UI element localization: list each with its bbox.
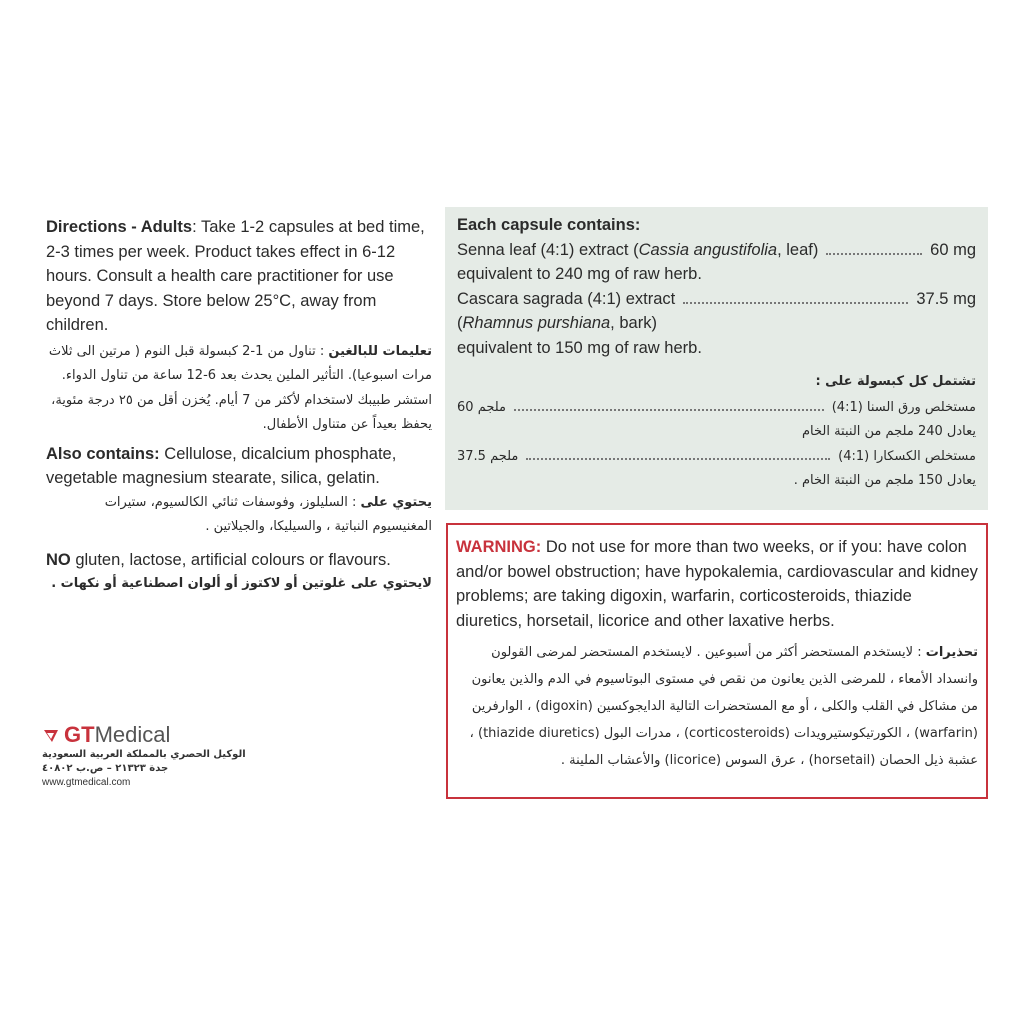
ar-ingredients-title: تشتمل كل كبسولة على : <box>815 374 976 389</box>
logo-address-ar: جدة ٢١٣٢٣ – ص.ب ٤٠٨٠٢ <box>42 763 169 774</box>
senna-row <box>457 238 976 263</box>
warning-ar <box>456 639 978 774</box>
gt-medical-logo <box>42 722 302 790</box>
ar-cascara-equivalent: يعادل 150 ملجم من النبتة الخام . <box>793 473 976 488</box>
warning-text: Do not use for more than two weeks, or if you: have colon and/or bowel obstruction; have hypokalemia, cardiovascular and kidney problems; are taking digoxin, warfarin, corticosteroids, thiazide diuretics, horsetail, licorice and other laxative herbs. <box>456 538 978 630</box>
ar-also-label: يحتوي على <box>360 494 432 510</box>
ar-warning-text: : لايستخدم المستحضر أكثر من أسبوعين . لايستخدم المستحضر لمرضى القولون وانسداد الأمعاء ، للمرضى الذين يعانون من نقص في مستوى البوتاسيوم في الدم والذين يعانون من مشاكل في القلب والكلى ، أو مع المستحضرات التالية الدايجوكسين (digoxin) ، الوارفرين (warfarin) ، الكورتيكوستيرويدات (corticosteroids) ، مدرات البول (thiazide diuretics) ، عشبة ذيل الحصان (horsetail) ، عرق السوس (licorice) والأعشاب الملينة . <box>469 645 978 768</box>
warning-en <box>456 535 978 633</box>
ar-cascara-row <box>457 444 976 469</box>
leader-dots <box>826 253 922 255</box>
directions-ar <box>46 340 432 438</box>
ar-warning-label: تحذيرات <box>925 645 978 660</box>
no-allergens-en <box>46 548 432 573</box>
directions-en <box>46 215 432 338</box>
ar-senna-name: مستخلص ورق السنا (4:1) <box>831 399 976 415</box>
gt-logo-icon <box>42 726 60 744</box>
no-label: NO <box>46 550 71 569</box>
cascara-name: Cascara sagrada (4:1) extract <box>457 289 676 308</box>
ar-directions-label: تعليمات للبالغين <box>328 343 432 359</box>
also-text: Cellulose, dicalcium phosphate, vegetable magnesium stearate, silica, gelatin. <box>46 444 397 487</box>
warning-box <box>446 523 988 799</box>
ar-cascara-name: مستخلص الكسكارا (4:1) <box>838 449 976 464</box>
ar-senna-equivalent: يعادل 240 ملجم من النبتة الخام <box>801 423 976 439</box>
logo-medical: Medical <box>94 722 171 747</box>
leader-dots <box>526 458 830 460</box>
leader-dots <box>514 409 824 411</box>
no-allergens-ar: لايحتوي على غلوتين أو لاكتوز أو ألوان اصطناعية أو نكهات . <box>51 576 432 591</box>
no-text: gluten, lactose, artificial colours or flavours. <box>70 550 391 569</box>
cascara-source: (Rhamnus purshiana, bark) <box>457 314 657 332</box>
warning-label: WARNING: <box>456 538 542 556</box>
cascara-amount: 37.5 mg <box>916 289 976 308</box>
leader-dots <box>683 302 908 304</box>
senna-equivalent: equivalent to 240 mg of raw herb. <box>457 265 702 283</box>
ar-directions-text: : تناول من 1-2 كبسولة قبل النوم ( مرتين الى ثلاث مرات اسبوعيا). التأثير الملين يحدث بعد 6-12 ساعة من تناول الدواء. استشر طبيبك لاستخدام لأكثر من 7 أيام. يُخزن أقل من ٢٥ درجة مئوية، يحفظ بعيداً عن متناول الأطفال. <box>48 343 432 432</box>
senna-amount: 60 mg <box>930 240 976 259</box>
ingredients-panel <box>445 207 988 510</box>
ar-senna-amount: 60 ملجم <box>457 399 506 415</box>
ar-cascara-amount: 37.5 ملجم <box>457 449 519 464</box>
ar-also-text: : السليلوز، وفوسفات ثنائي الكالسيوم، ستيرات المغنيسيوم النباتية ، والسيليكا، والجيلاتين . <box>104 494 432 534</box>
also-contains-ar <box>46 491 432 540</box>
cascara-equivalent: equivalent to 150 mg of raw herb. <box>457 338 702 357</box>
ingredients-title: Each capsule contains: <box>457 216 641 234</box>
logo-agent-ar: الوكيل الحصري بالمملكة العربية السعودية <box>42 749 246 760</box>
product-label <box>38 207 988 807</box>
logo-wordmark <box>42 722 302 748</box>
cascara-row <box>457 287 976 312</box>
directions-text: : Take 1-2 capsules at bed time, 2-3 times per week. Product takes effect in 6-12 hours. Consult a health care practitioner for use beyond 7 days. Store below 25°C, away from children. <box>46 218 425 334</box>
logo-gt: GT <box>64 722 95 747</box>
directions-label: Directions - Adults <box>46 218 193 236</box>
also-label: Also contains: <box>46 444 160 463</box>
directions-column <box>38 207 438 807</box>
also-contains-en <box>46 442 432 491</box>
ar-senna-row <box>457 395 976 420</box>
senna-name: Senna leaf (4:1) extract (Cassia angustifolia, leaf) <box>457 240 819 259</box>
logo-website: www.gtmedical.com <box>42 777 131 788</box>
